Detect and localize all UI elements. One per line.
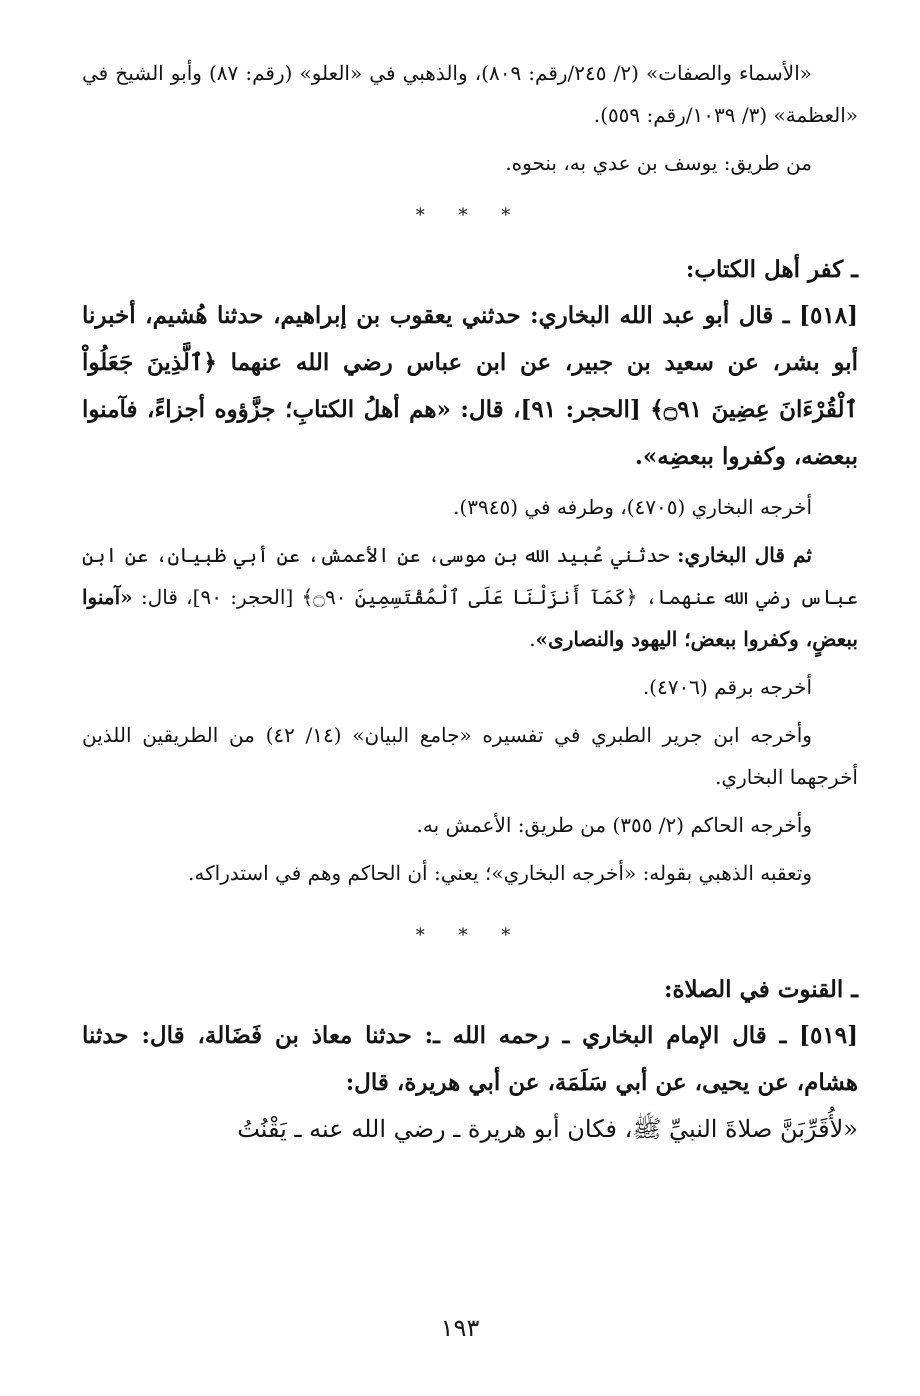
takhrij-note: أخرجه البخاري (٤٧٠٥)، وطرفه في (٣٩٤٥). [453, 495, 812, 519]
section-heading: ـ كفر أهل الكتاب: [685, 256, 858, 283]
narration-end: . [529, 627, 536, 651]
section-divider: * * * [415, 205, 525, 226]
narration-lead: ثم قال البخاري: [677, 543, 813, 567]
narration-body: حدثني عُبيد الله بن موسى، عن الأعمش، عن أبي ظبيان، عن ابن عباس رضي الله عنهما، ﴿كَمَآ أَنزَلْنَا عَلَى ٱلْمُقْتَسِمِينَ ۝٩٠﴾ [الحجر: ٩٠]، قال: [82, 543, 859, 609]
citation-paragraph: «الأسماء والصفات» (٢/ ٢٤٥/رقم: ٨٠٩)، والذهبي في «العلو» (رقم: ٨٧) وأبو الشيخ في «العظمة» (٣/ ١٠٣٩/رقم: ٥٥٩). [82, 61, 858, 127]
narration-quote: «آمنوا ببعضٍ، وكفروا ببعض؛ اليهود والنصارى» [82, 585, 858, 651]
second-narration [82, 534, 858, 660]
chain-note: من طريق: يوسف بن عدي به، بنحوه. [505, 151, 812, 175]
section-heading: ـ القنوت في الصلاة: [663, 976, 858, 1003]
hadith-518: [٥١٨] ـ قال أبو عبد الله البخاري: حدثني يعقوب بن إبراهيم، حدثنا هُشيم، أخبرنا أبو بشر، عن سعيد بن جبير، عن ابن عباس رضي الله عنهما ﴿ٱلَّذِينَ جَعَلُواْ ٱلْقُرْءَانَ عِضِينَ ۝٩١﴾ [الحجر: ٩١]، قال: «هم أهلُ الكتابِ؛ جزَّؤوه أجزاءً، فآمنوا ببعضه، وكفروا ببعضِه». [82, 302, 858, 470]
hadith-519: [٥١٩] ـ قال الإمام البخاري ـ رحمه الله ـ: حدثنا معاذ بن فَضَالة، قال: حدثنا هشام، عن يحيى، عن أبي سَلَمَة، عن أبي هريرة، قال: [82, 1022, 858, 1096]
tabari-note: وأخرجه ابن جرير الطبري في تفسيره «جامع البيان» (١٤/ ٤٢) من الطريقين اللذين أخرجهما البخاري. [82, 723, 858, 789]
dhahabi-note: وتعقبه الذهبي بقوله: «أخرجه البخاري»؛ يعني: أن الحاكم وهم في استدراكه. [188, 861, 812, 885]
hadith-519-text: «لأُقَرِّبَنَّ صلاةَ النبيِّ ﷺ، فكان أبو هريرة ـ رضي الله عنه ـ يَقْنُتُ [237, 1115, 858, 1143]
takhrij-note: أخرجه برقم (٤٧٠٦). [642, 675, 812, 699]
section-divider: * * * [415, 925, 525, 946]
hakim-note: وأخرجه الحاكم (٢/ ٣٥٥) من طريق: الأعمش به. [416, 813, 812, 837]
page-number: ١٩٣ [440, 1314, 480, 1342]
